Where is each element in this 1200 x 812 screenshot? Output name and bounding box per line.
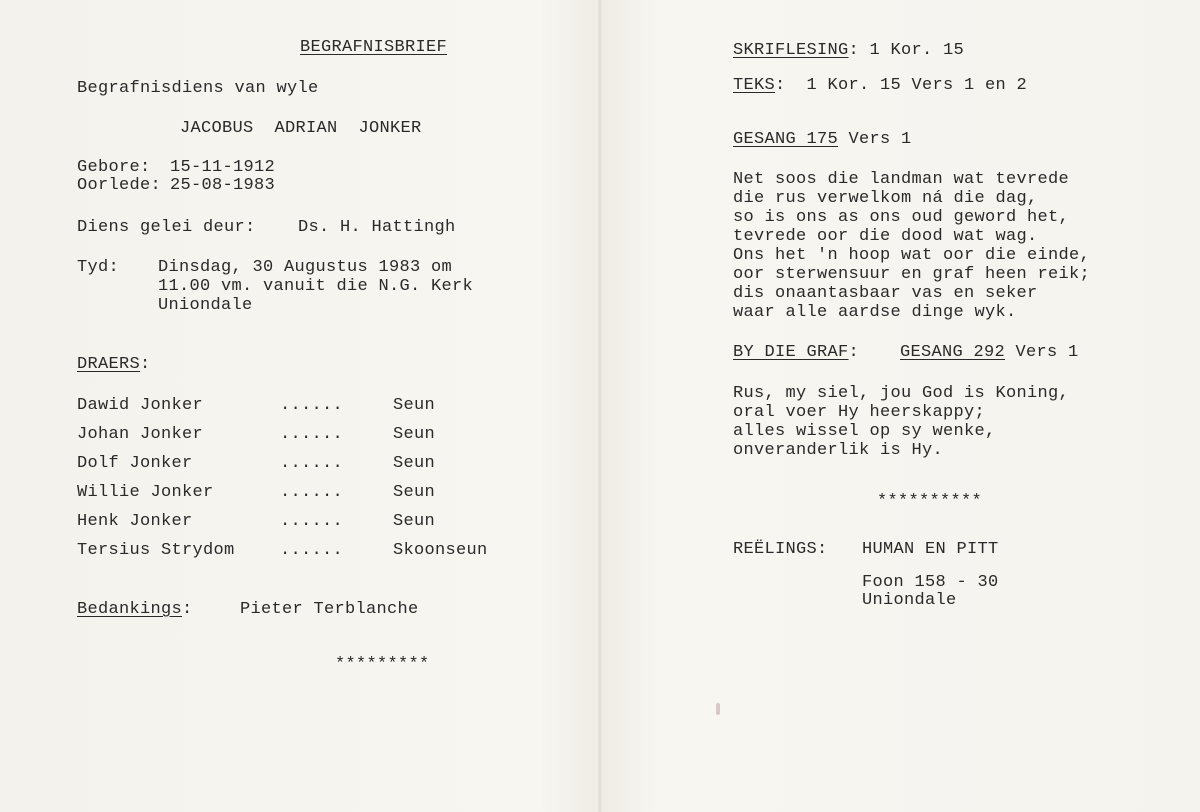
- time-line: 11.00 vm. vanuit die N.G. Kerk: [158, 277, 474, 296]
- bearer-relation: Seun: [393, 454, 436, 473]
- hymn2-line: alles wissel op sy wenke,: [733, 422, 996, 441]
- grave-label: BY DIE GRAF: [733, 343, 849, 362]
- hymn1-line: die rus verwelkom ná die dag,: [733, 189, 1038, 208]
- deceased-name: JACOBUS ADRIAN JONKER: [180, 119, 422, 138]
- page-fold: [598, 0, 602, 812]
- hymn1-line: dis onaantasbaar vas en seker: [733, 284, 1038, 303]
- bearer-name: Dolf Jonker: [77, 454, 193, 473]
- paper-speck: [716, 703, 720, 715]
- bearer-dots: ......: [280, 512, 344, 531]
- hymn1-verse: Vers 1: [838, 130, 912, 149]
- arrangements-line: Foon 158 - 30: [862, 573, 999, 592]
- bearer-relation: Skoonseun: [393, 541, 488, 560]
- reading-label: SKRIFLESING: [733, 41, 849, 60]
- reading-line: [733, 41, 964, 60]
- time-label: Tyd:: [77, 258, 120, 277]
- bearer-name: Henk Jonker: [77, 512, 193, 531]
- led-by-name: Ds. H. Hattingh: [298, 218, 456, 237]
- hymn2-line: oral voer Hy heerskappy;: [733, 403, 986, 422]
- time-line: Uniondale: [158, 296, 253, 315]
- bearer-name: Dawid Jonker: [77, 396, 204, 415]
- hymn2-label: GESANG 292: [900, 343, 1006, 362]
- arrangements-label: REËLINGS:: [733, 540, 828, 559]
- bearer-dots: ......: [280, 541, 344, 560]
- text-value: : 1 Kor. 15 Vers 1 en 2: [775, 76, 1028, 95]
- thanks-label: Bedankings: [77, 600, 183, 619]
- text-label: TEKS: [733, 76, 776, 95]
- bearer-relation: Seun: [393, 425, 436, 444]
- left-stars-divider: *********: [335, 655, 430, 674]
- bearer-dots: ......: [280, 454, 344, 473]
- hymn2-line: Rus, my siel, jou God is Koning,: [733, 384, 1070, 403]
- service-intro: Begrafnisdiens van wyle: [77, 79, 319, 98]
- bearers-heading-colon: :: [140, 355, 151, 374]
- hymn1-line: waar alle aardse dinge wyk.: [733, 303, 1017, 322]
- leaflet-heading: BEGRAFNISBRIEF: [300, 38, 448, 57]
- thanks-line: [77, 600, 193, 619]
- right-stars-divider: **********: [877, 492, 983, 511]
- grave-line: [733, 343, 859, 362]
- died-label: Oorlede:: [77, 176, 162, 195]
- thanks-colon: :: [182, 600, 193, 619]
- hymn1-heading: [733, 130, 912, 149]
- bearer-relation: Seun: [393, 483, 436, 502]
- hymn1-line: oor sterwensuur en graf heen reik;: [733, 265, 1091, 284]
- bearer-dots: ......: [280, 396, 344, 415]
- hymn1-line: tevrede oor die dood wat wag.: [733, 227, 1038, 246]
- hymn2-heading: [900, 343, 1079, 362]
- bearer-dots: ......: [280, 425, 344, 444]
- time-line: Dinsdag, 30 Augustus 1983 om: [158, 258, 453, 277]
- bearer-name: Willie Jonker: [77, 483, 214, 502]
- bearers-heading-label: DRAERS: [77, 355, 141, 374]
- died-date: 25-08-1983: [170, 176, 276, 195]
- arrangements-line: Uniondale: [862, 591, 957, 610]
- reading-value: : 1 Kor. 15: [848, 41, 965, 60]
- bearer-dots: ......: [280, 483, 344, 502]
- grave-colon: :: [848, 343, 860, 362]
- arrangements-line: HUMAN EN PITT: [862, 540, 999, 559]
- hymn2-verse: Vers 1: [1005, 343, 1079, 362]
- hymn1-line: Ons het 'n hoop wat oor die einde,: [733, 246, 1091, 265]
- bearer-relation: Seun: [393, 396, 436, 415]
- bearer-name: Tersius Strydom: [77, 541, 235, 560]
- led-by-label: Diens gelei deur:: [77, 218, 256, 237]
- born-date: 15-11-1912: [170, 158, 276, 177]
- bearer-name: Johan Jonker: [77, 425, 204, 444]
- hymn1-line: Net soos die landman wat tevrede: [733, 170, 1070, 189]
- born-label: Gebore:: [77, 158, 151, 177]
- text-line: [733, 76, 1027, 95]
- bearers-heading: [77, 355, 151, 374]
- hymn2-line: onveranderlik is Hy.: [733, 441, 944, 460]
- thanks-name: Pieter Terblanche: [240, 600, 419, 619]
- hymn1-line: so is ons as ons oud geword het,: [733, 208, 1070, 227]
- hymn1-label: GESANG 175: [733, 130, 839, 149]
- bearer-relation: Seun: [393, 512, 436, 531]
